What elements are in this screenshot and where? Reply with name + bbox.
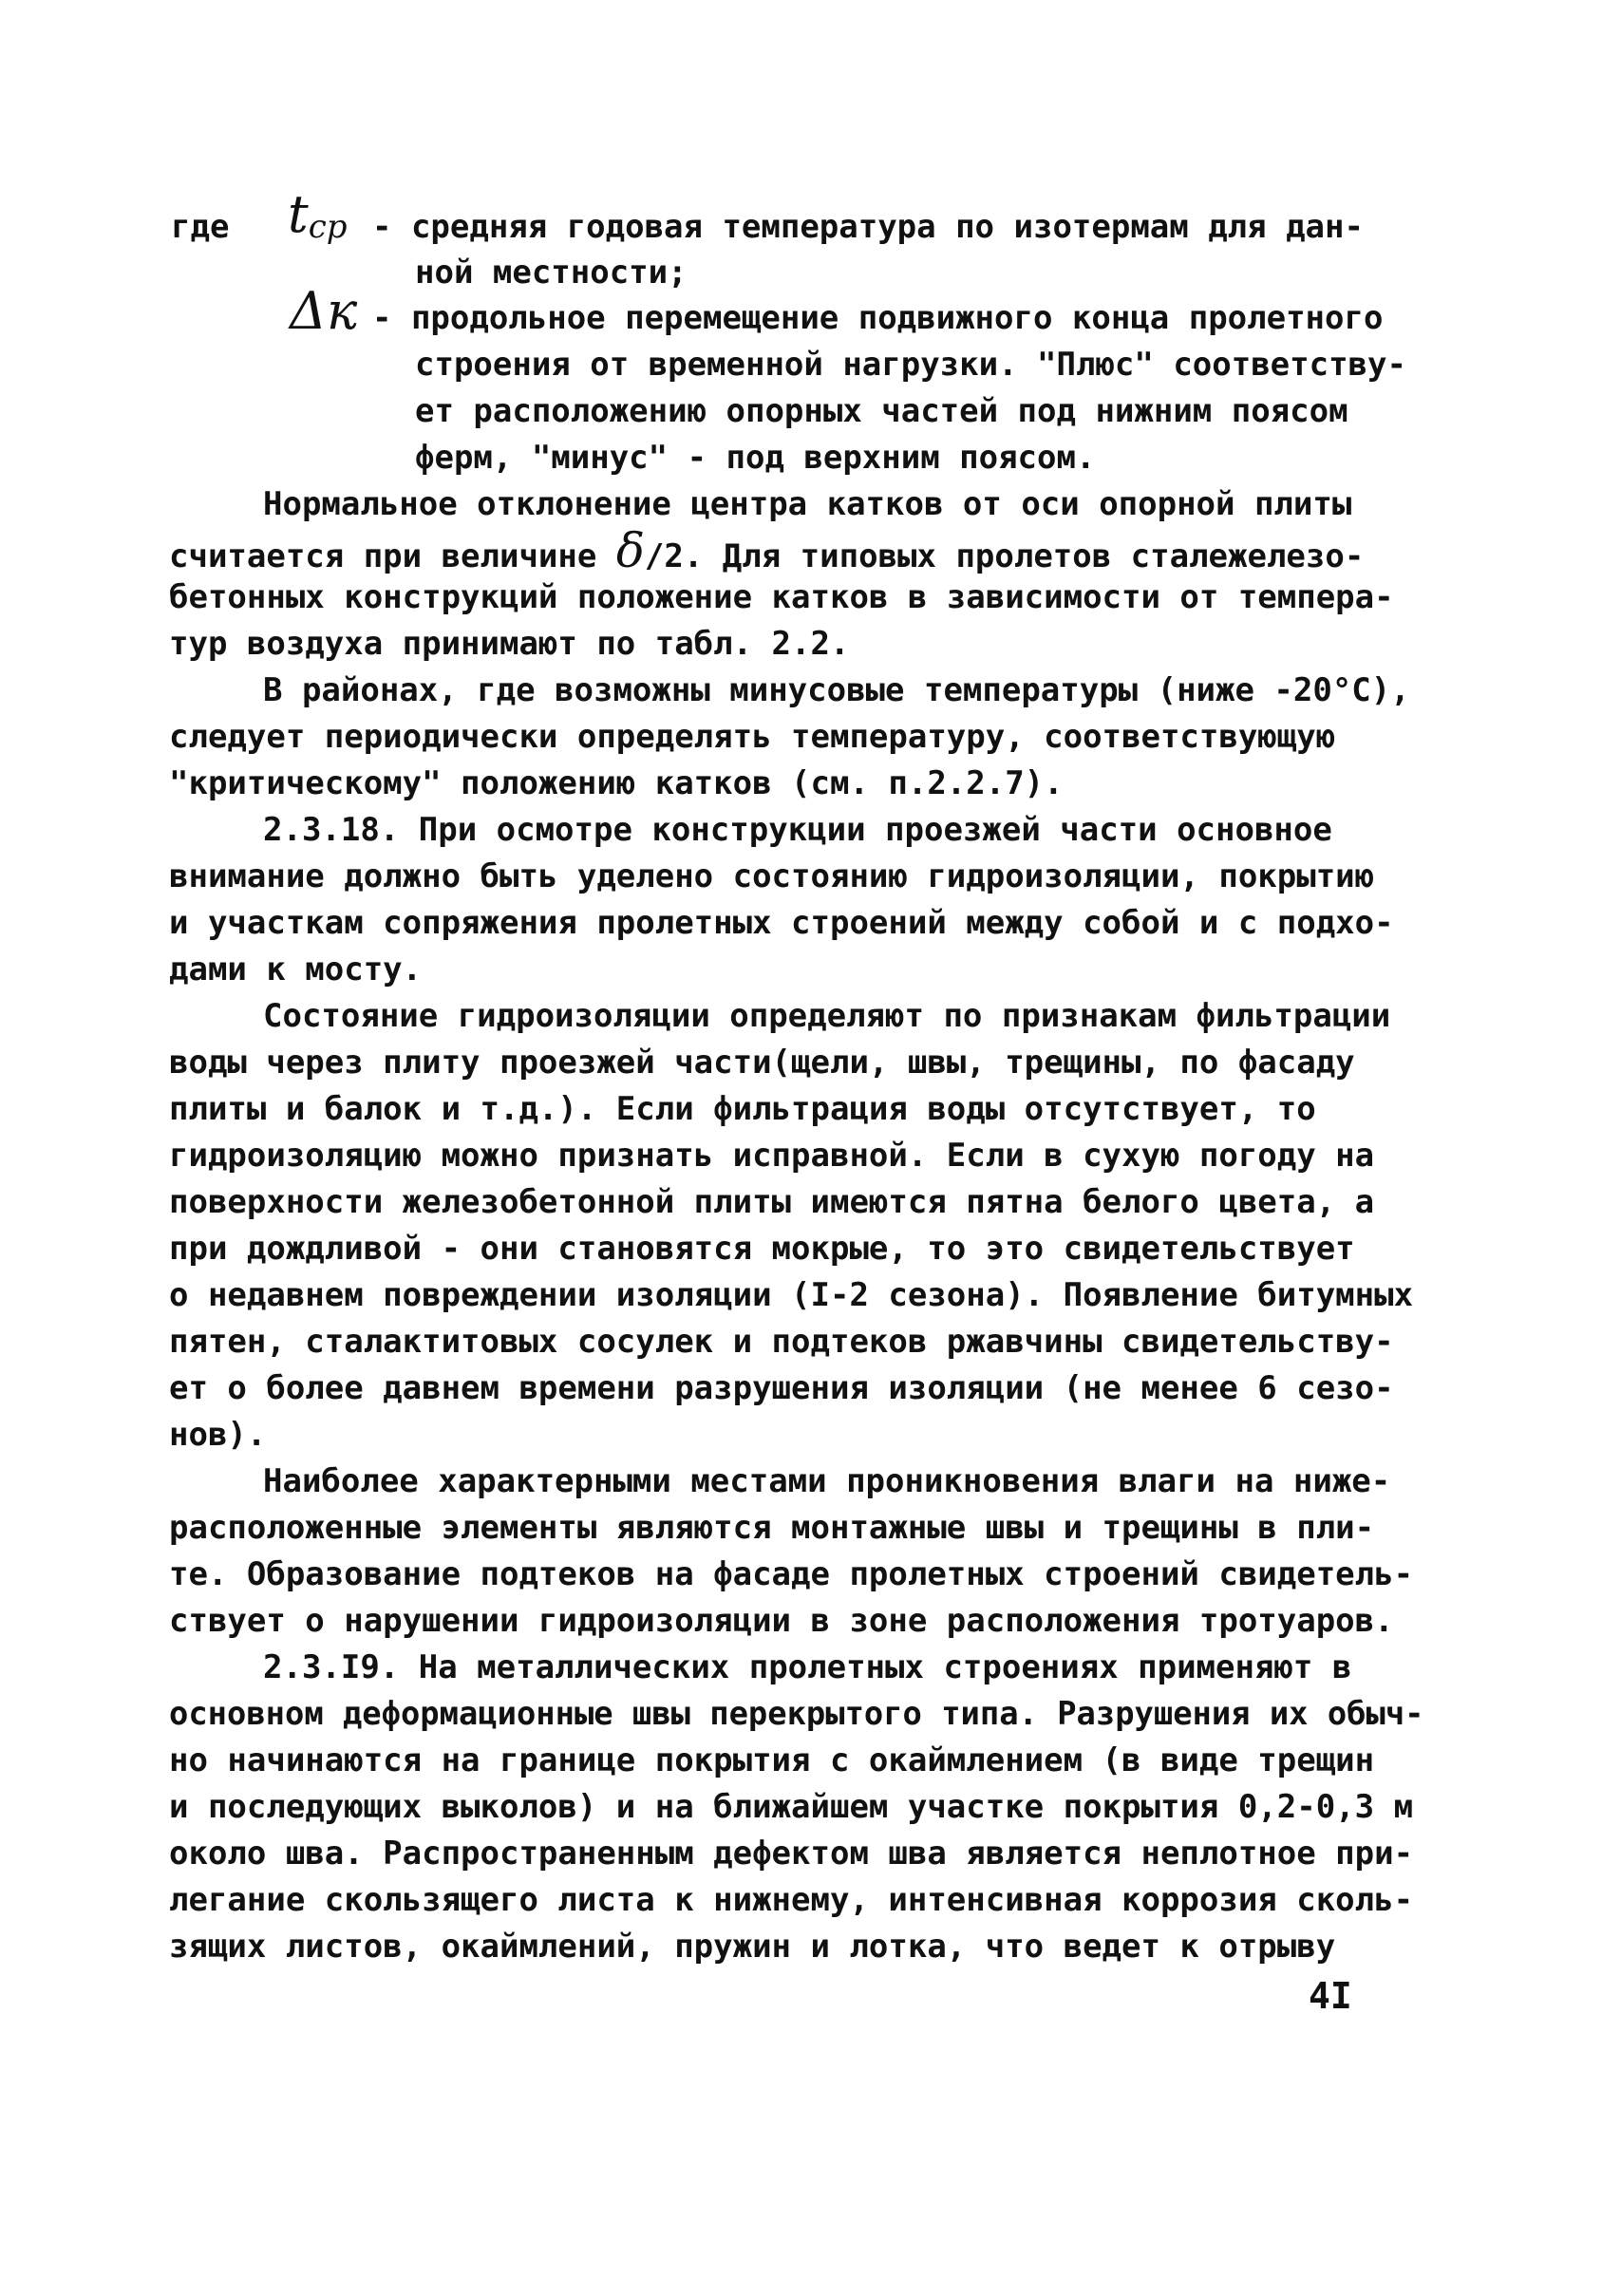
- p4-line-8: пятен, сталактитовых сосулек и подтеков ржавчины свидетельству-: [169, 1323, 1394, 1361]
- p5-line-4: ствует о нарушении гидроизоляции в зоне расположения тротуаров.: [169, 1602, 1394, 1640]
- tcp-symbol-subscript: ср: [308, 208, 348, 246]
- p4-line-6: при дождливой - они становятся мокрые, то это свидетельствует: [169, 1230, 1355, 1268]
- dk-definition-line-2: строения от временной нагрузки. "Плюс" соответству-: [415, 346, 1406, 384]
- p3-line-2: внимание должно быть уделено состоянию гидроизоляции, покрытию: [169, 857, 1375, 895]
- p5-line-2: расположенные элементы являются монтажные швы и трещины в пли-: [169, 1509, 1375, 1547]
- p3-line-3: и участкам сопряжения пролетных строений между собой и с подхо-: [169, 904, 1394, 942]
- tcp-symbol-letter: t: [288, 184, 309, 244]
- p2-line-2: следует периодически определять температуру, соответствующую: [169, 718, 1336, 756]
- p6-line-3: но начинаются на границе покрытия с окаймлением (в виде трещин: [169, 1741, 1375, 1779]
- p4-line-5: поверхности железобетонной плиты имеются пятна белого цвета, а: [169, 1183, 1375, 1221]
- p4-line-3: плиты и балок и т.д.). Если фильтрация воды отсутствует, то: [169, 1090, 1316, 1128]
- p4-line-2: воды через плиту проезжей части(щели, швы, трещины, по фасаду: [169, 1044, 1355, 1082]
- p6-line-4: и последующих выколов) и на ближайшем участке покрытия 0,2-0,3 м: [169, 1788, 1414, 1826]
- p6-line-7: зящих листов, окаймлений, пружин и лотка, что ведет к отрыву: [169, 1928, 1336, 1966]
- p1-line-4: тур воздуха принимают по табл. 2.2.: [169, 625, 850, 663]
- tcp-symbol: [288, 186, 348, 255]
- p6-line-6: легание скользящего листа к нижнему, интенсивная коррозия сколь-: [169, 1881, 1414, 1919]
- p1-line-2-a: считается при величине: [169, 537, 616, 575]
- p1-line-2: [169, 523, 1365, 579]
- p1-line-3: бетонных конструкций положение катков в зависимости от темпера-: [169, 578, 1394, 616]
- tcp-definition-line-1: - средняя годовая температура по изотермам для дан-: [372, 208, 1364, 246]
- dk-definition-line-4: ферм, "минус" - под верхним поясом.: [415, 439, 1096, 477]
- p1-line-2-b: /2. Для типовых пролетов сталежелезо-: [644, 537, 1365, 575]
- p2-line-3: "критическому" положению катков (см. п.2.2.7).: [169, 764, 1064, 802]
- dk-definition-line-3: ет расположению опорных частей под нижним поясом: [415, 392, 1348, 430]
- tcp-definition-line-2: ной местности;: [415, 254, 688, 292]
- p4-line-1: Состояние гидроизоляции определяют по признакам фильтрации: [263, 997, 1391, 1035]
- p4-line-7: о недавнем повреждении изоляции (I-2 сезона). Появление битумных: [169, 1276, 1414, 1314]
- dk-definition-line-1: - продольное перемещение подвижного конца пролетного: [372, 299, 1384, 337]
- page-number: 4I: [1309, 1975, 1352, 2017]
- p5-line-1: Наиболее характерными местами проникновения влаги на ниже-: [263, 1462, 1391, 1500]
- delta-symbol: δ: [615, 523, 645, 578]
- p3-line-1: 2.3.18. При осмотре конструкции проезжей части основное: [263, 811, 1332, 849]
- p5-line-3: те. Образование подтеков на фасаде пролетных строений свидетель-: [169, 1555, 1414, 1593]
- p2-line-1: В районах, где возможны минусовые температуры (ниже -20°С),: [263, 671, 1410, 709]
- p1-line-1: Нормальное отклонение центра катков от оси опорной плиты: [263, 485, 1352, 523]
- p6-line-5: около шва. Распространенным дефектом шва является неплотное при-: [169, 1835, 1414, 1873]
- p4-line-10: нов).: [169, 1416, 267, 1454]
- p4-line-9: ет о более давнем времени разрушения изоляции (не менее 6 сезо-: [169, 1369, 1394, 1407]
- p3-line-4: дами к мосту.: [169, 950, 423, 988]
- p6-line-2: основном деформационные швы перекрытого типа. Разрушения их обыч-: [169, 1695, 1424, 1733]
- dk-symbol: Δк: [290, 281, 358, 341]
- p6-line-1: 2.3.I9. На металлических пролетных строениях применяют в: [263, 1648, 1352, 1686]
- where-word: где: [171, 208, 230, 246]
- p4-line-4: гидроизоляцию можно признать исправной. Если в сухую погоду на: [169, 1137, 1375, 1175]
